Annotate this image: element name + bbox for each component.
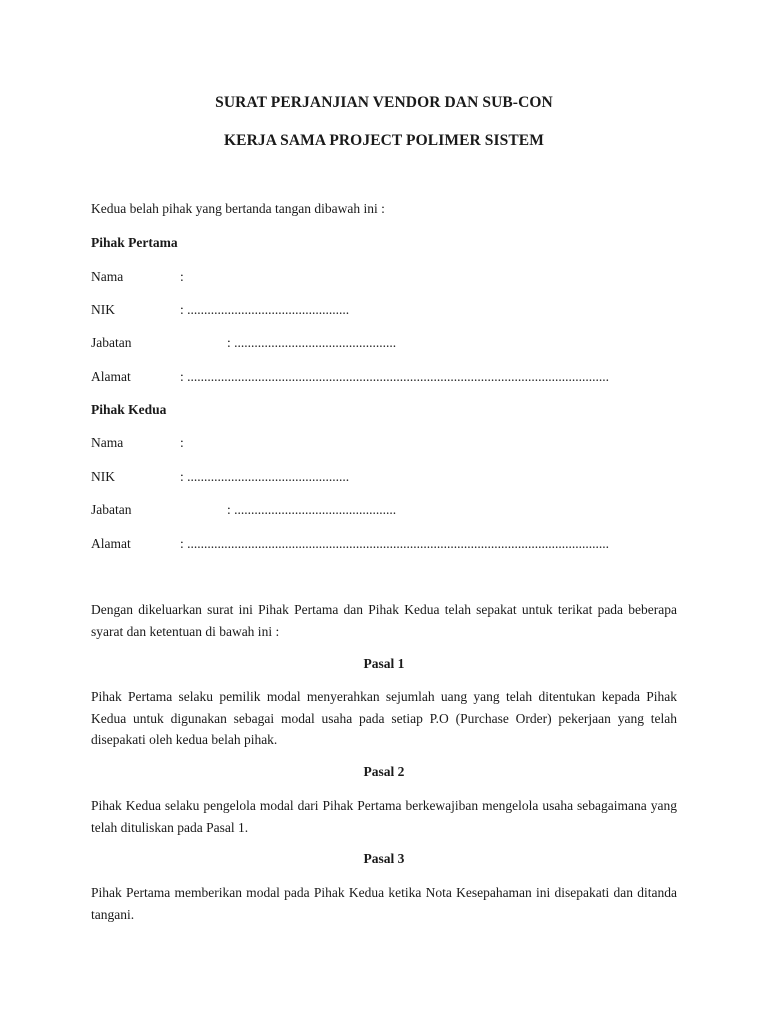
- pihak-kedua-nama-label: Nama: [91, 435, 124, 450]
- pihak-kedua-jabatan-label: Jabatan: [91, 502, 132, 517]
- pihak-pertama-alamat-value: : .............................................................................................................................: [180, 369, 610, 384]
- pihak-pertama-alamat-label: Alamat: [91, 369, 131, 384]
- pihak-pertama-jabatan-label: Jabatan: [91, 335, 132, 350]
- document-title-line-1: SURAT PERJANJIAN VENDOR DAN SUB-CON: [215, 94, 553, 111]
- pasal-1-heading: Pasal 1: [363, 656, 405, 671]
- pihak-pertama-heading: Pihak Pertama: [91, 235, 178, 250]
- opening-paragraph: Dengan dikeluarkan surat ini Pihak Pertama dan Pihak Kedua telah sepakat untuk terikat pada beberapa syarat dan ketentuan di bawah ini :: [91, 602, 677, 639]
- pasal-1-text: Pihak Pertama selaku pemilik modal menyerahkan sejumlah uang yang telah ditentukan kepada Pihak Kedua untuk digunakan sebagai modal usaha pada setiap P.O (Purchase Order) pekerjaan yang telah disepakati oleh kedua belah pihak.: [91, 689, 677, 747]
- intro-text: Kedua belah pihak yang bertanda tangan dibawah ini :: [91, 201, 385, 216]
- pihak-kedua-nama-value: :: [180, 435, 184, 450]
- pihak-pertama-jabatan-value: : ................................................: [227, 335, 397, 350]
- pasal-2-heading: Pasal 2: [363, 764, 405, 779]
- pihak-kedua-jabatan-value: : ................................................: [227, 502, 397, 517]
- pihak-kedua-alamat-label: Alamat: [91, 536, 131, 551]
- pihak-pertama-nama-value: :: [180, 269, 184, 284]
- pihak-kedua-nik-label: NIK: [91, 469, 115, 484]
- pihak-kedua-nik-value: : ................................................: [180, 469, 350, 484]
- document-title-line-2: KERJA SAMA PROJECT POLIMER SISTEM: [224, 132, 544, 149]
- pasal-3-heading: Pasal 3: [363, 851, 405, 866]
- pihak-pertama-nama-label: Nama: [91, 269, 124, 284]
- pihak-kedua-alamat-value: : .............................................................................................................................: [180, 536, 610, 551]
- pasal-3-text: Pihak Pertama memberikan modal pada Pihak Kedua ketika Nota Kesepahaman ini disepakati dan ditanda tangani.: [91, 885, 677, 922]
- pihak-kedua-heading: Pihak Kedua: [91, 402, 167, 417]
- pasal-2-text: Pihak Kedua selaku pengelola modal dari Pihak Pertama berkewajiban mengelola usaha sebagaimana yang telah dituliskan pada Pasal 1.: [91, 798, 677, 835]
- pihak-pertama-nik-label: NIK: [91, 302, 115, 317]
- pihak-pertama-nik-value: : ................................................: [180, 302, 350, 317]
